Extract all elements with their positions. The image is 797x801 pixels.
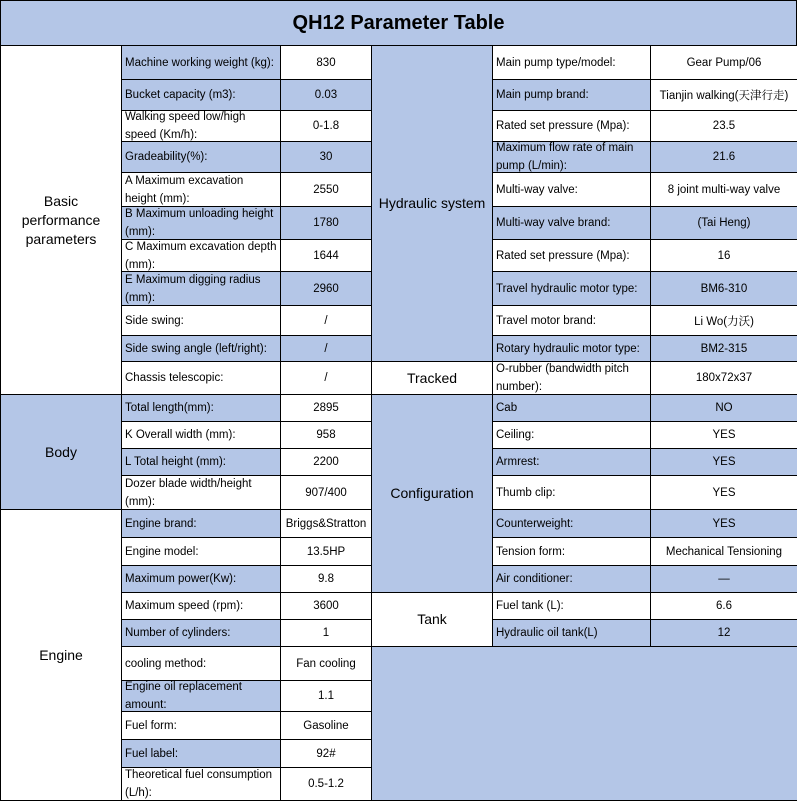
left-param-value: / (280, 361, 372, 395)
left-param-value: 9.8 (280, 565, 372, 593)
right-param-value: Tianjin walking(天津行走) (650, 79, 797, 111)
right-param-value: Gear Pump/06 (650, 45, 797, 80)
left-param-value: 907/400 (280, 475, 372, 510)
empty-filler (371, 646, 797, 801)
left-param-label: Bucket capacity (m3): (121, 79, 281, 111)
right-param-label: Rated set pressure (Mpa): (492, 110, 651, 142)
right-param-label: Cab (492, 394, 651, 422)
left-param-label: C Maximum excavation depth (mm): (121, 239, 281, 272)
group-configuration: Configuration (371, 394, 493, 593)
page-title: QH12 Parameter Table (0, 0, 797, 46)
group-body: Body (0, 394, 122, 510)
right-param-label: Rotary hydraulic motor type: (492, 335, 651, 362)
left-param-label: Maximum power(Kw): (121, 565, 281, 593)
group-hydraulic-system: Hydraulic system (371, 45, 493, 362)
left-param-value: Gasoline (280, 711, 372, 740)
right-param-label: Maximum flow rate of main pump (L/min): (492, 141, 651, 173)
left-param-label: Dozer blade width/height (mm): (121, 475, 281, 510)
left-param-value: Briggs&Stratton (280, 509, 372, 538)
left-param-label: E Maximum digging radius (mm): (121, 271, 281, 306)
left-param-value: 958 (280, 421, 372, 449)
left-param-value: Fan cooling (280, 646, 372, 681)
left-param-label: Gradeability(%): (121, 141, 281, 173)
group-tracked: Tracked (371, 361, 493, 395)
left-param-label: A Maximum excavation height (mm): (121, 172, 281, 207)
left-param-label: Theoretical fuel consumption (L/h): (121, 767, 281, 801)
right-param-value: 180x72x37 (650, 361, 797, 395)
right-param-label: Rated set pressure (Mpa): (492, 239, 651, 272)
right-param-value: — (650, 565, 797, 593)
right-param-value: NO (650, 394, 797, 422)
right-param-label: Fuel tank (L): (492, 592, 651, 620)
right-param-label: Multi-way valve brand: (492, 206, 651, 240)
right-param-value: BM2-315 (650, 335, 797, 362)
right-param-value: BM6-310 (650, 271, 797, 306)
right-param-value: 16 (650, 239, 797, 272)
right-param-label: Travel motor brand: (492, 305, 651, 336)
left-param-value: 30 (280, 141, 372, 173)
left-param-label: Walking speed low/high speed (Km/h): (121, 110, 281, 142)
right-param-label: Main pump brand: (492, 79, 651, 111)
left-param-label: B Maximum unloading height (mm): (121, 206, 281, 240)
left-param-label: Total length(mm): (121, 394, 281, 422)
left-param-value: 0.03 (280, 79, 372, 111)
left-param-value: / (280, 305, 372, 336)
left-param-label: Maximum speed (rpm): (121, 592, 281, 620)
left-param-label: Engine brand: (121, 509, 281, 538)
right-param-value: 21.6 (650, 141, 797, 173)
left-param-label: Side swing angle (left/right): (121, 335, 281, 362)
right-param-value: (Tai Heng) (650, 206, 797, 240)
left-param-value: / (280, 335, 372, 362)
right-param-label: Tension form: (492, 537, 651, 566)
left-param-label: K Overall width (mm): (121, 421, 281, 449)
left-param-value: 2550 (280, 172, 372, 207)
left-param-label: cooling method: (121, 646, 281, 681)
left-param-label: Fuel form: (121, 711, 281, 740)
left-param-value: 0.5-1.2 (280, 767, 372, 801)
right-param-label: Counterweight: (492, 509, 651, 538)
left-param-value: 0-1.8 (280, 110, 372, 142)
left-param-label: Engine model: (121, 537, 281, 566)
left-param-value: 2200 (280, 448, 372, 476)
left-param-value: 1.1 (280, 680, 372, 712)
left-param-label: Side swing: (121, 305, 281, 336)
group-tank: Tank (371, 592, 493, 647)
left-param-label: L Total height (mm): (121, 448, 281, 476)
left-param-value: 1644 (280, 239, 372, 272)
right-param-value: Mechanical Tensioning (650, 537, 797, 566)
right-param-label: Thumb clip: (492, 475, 651, 510)
right-param-value: 6.6 (650, 592, 797, 620)
right-param-label: Multi-way valve: (492, 172, 651, 207)
left-param-label: Number of cylinders: (121, 619, 281, 647)
group-basic-performance: Basic performance parameters (0, 45, 122, 395)
right-param-label: Armrest: (492, 448, 651, 476)
right-param-label: Main pump type/model: (492, 45, 651, 80)
right-param-value: 23.5 (650, 110, 797, 142)
left-param-label: Fuel label: (121, 739, 281, 768)
left-param-value: 2895 (280, 394, 372, 422)
left-param-value: 1780 (280, 206, 372, 240)
right-param-value: YES (650, 421, 797, 449)
right-param-value: 8 joint multi-way valve (650, 172, 797, 207)
right-param-value: YES (650, 475, 797, 510)
group-engine: Engine (0, 509, 122, 801)
left-param-value: 830 (280, 45, 372, 80)
right-param-label: Hydraulic oil tank(L) (492, 619, 651, 647)
left-param-value: 13.5HP (280, 537, 372, 566)
right-param-label: Air conditioner: (492, 565, 651, 593)
left-param-label: Chassis telescopic: (121, 361, 281, 395)
left-param-value: 92# (280, 739, 372, 768)
left-param-value: 3600 (280, 592, 372, 620)
right-param-label: Travel hydraulic motor type: (492, 271, 651, 306)
right-param-value: 12 (650, 619, 797, 647)
right-param-value: YES (650, 509, 797, 538)
right-param-value: Li Wo(力沃) (650, 305, 797, 336)
left-param-label: Engine oil replacement amount: (121, 680, 281, 712)
left-param-value: 1 (280, 619, 372, 647)
left-param-label: Machine working weight (kg): (121, 45, 281, 80)
right-param-label: O-rubber (bandwidth pitch number): (492, 361, 651, 395)
right-param-value: YES (650, 448, 797, 476)
left-param-value: 2960 (280, 271, 372, 306)
right-param-label: Ceiling: (492, 421, 651, 449)
